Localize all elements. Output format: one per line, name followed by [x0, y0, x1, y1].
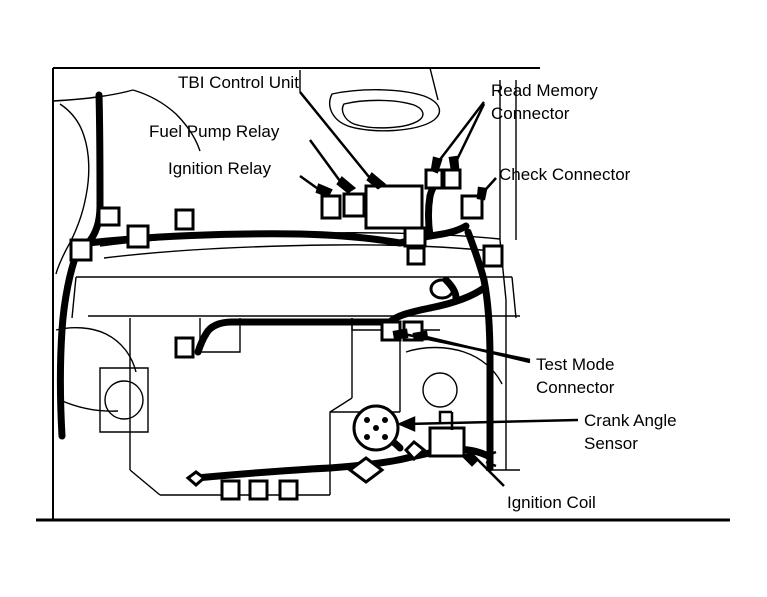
label-test-mode-line2: Connector	[536, 378, 615, 397]
label-ignition-relay: Ignition Relay	[168, 159, 272, 178]
label-crank-angle-line2: Sensor	[584, 434, 638, 453]
label-crank-angle-line1: Crank Angle	[584, 411, 677, 430]
label-tbi-control-unit: TBI Control Unit	[178, 73, 299, 92]
label-ignition-coil: Ignition Coil	[507, 493, 596, 512]
label-read-memory-line2: Connector	[491, 104, 570, 123]
label-read-memory-line1: Read Memory	[491, 81, 598, 100]
label-check-connector: Check Connector	[499, 165, 631, 184]
label-fuel-pump-relay: Fuel Pump Relay	[149, 122, 280, 141]
label-test-mode-line1: Test Mode	[536, 355, 615, 374]
